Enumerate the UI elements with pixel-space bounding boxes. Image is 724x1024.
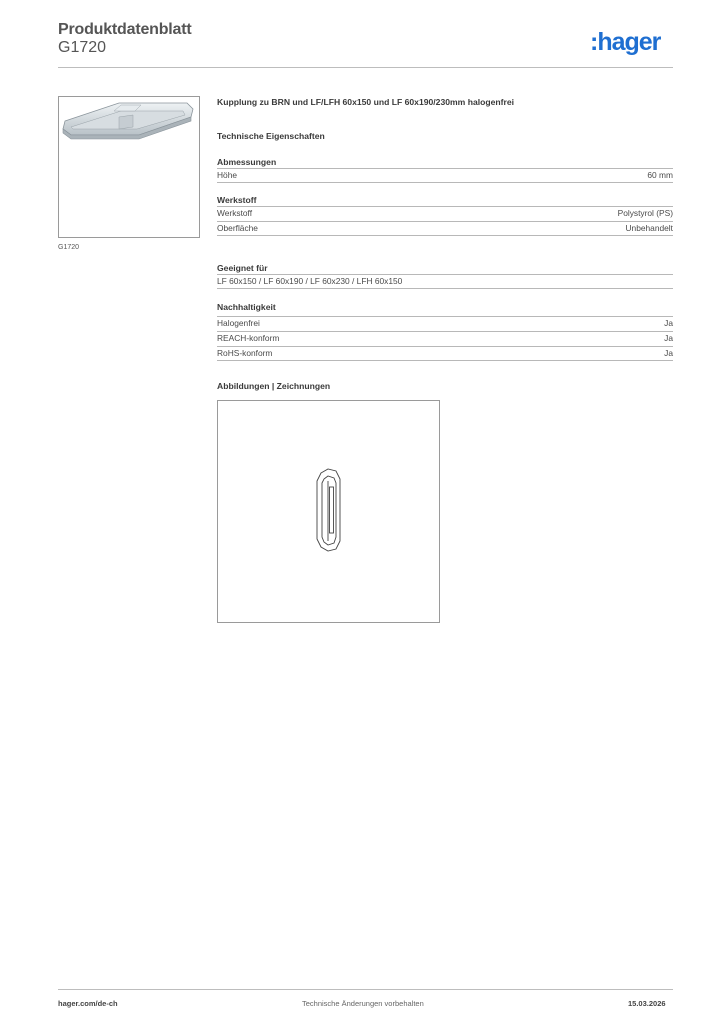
table-row (217, 316, 673, 330)
row-value: Polystyrol (PS) (617, 208, 673, 218)
hager-logo (590, 28, 674, 58)
material-heading: Werkstoff (217, 195, 257, 205)
row-value: Unbehandelt (625, 223, 673, 233)
row-value: Ja (664, 318, 673, 328)
technical-properties-heading: Technische Eigenschaften (217, 131, 325, 141)
row-value: Ja (664, 348, 673, 358)
table-row (217, 168, 673, 183)
photo-caption: G1720 (58, 244, 80, 251)
footer-date: 15.03.2026 (628, 999, 666, 1008)
product-photo (58, 96, 200, 238)
row-value: Ja (664, 333, 673, 343)
row-label: Werkstoff (217, 208, 253, 218)
row-label: RoHS-konform (217, 348, 273, 358)
table-row (217, 221, 673, 236)
suitable-for-heading: Geeignet für (217, 263, 268, 273)
sustainability-heading: Nachhaltigkeit (217, 302, 276, 312)
table-row (217, 206, 673, 220)
drawings-heading: Abbildungen | Zeichnungen (217, 381, 331, 391)
row-label: LF 60x150 / LF 60x190 / LF 60x230 / LFH 60x150 (217, 276, 403, 286)
logo-text: :hager (590, 28, 661, 56)
technical-drawing (217, 400, 440, 623)
table-row (217, 331, 673, 345)
row-value: 60 mm (647, 170, 673, 180)
footer-divider (58, 989, 673, 990)
row-label: Oberfläche (217, 223, 258, 233)
table-row (217, 274, 673, 289)
row-label: Höhe (217, 170, 238, 180)
header-divider (58, 67, 673, 68)
page-title: Produktdatenblatt (58, 21, 192, 38)
dimensions-heading: Abmessungen (217, 157, 277, 167)
row-label: Halogenfrei (217, 318, 260, 328)
row-label: REACH-konform (217, 333, 280, 343)
product-title: Kupplung zu BRN und LF/LFH 60x150 und LF 60x190/230mm halogenfrei (217, 97, 515, 107)
footer-website[interactable]: hager.com/de-ch (58, 999, 118, 1008)
table-row (217, 346, 673, 361)
footer-notice: Technische Änderungen vorbehalten (302, 999, 424, 1008)
product-code: G1720 (58, 39, 107, 56)
